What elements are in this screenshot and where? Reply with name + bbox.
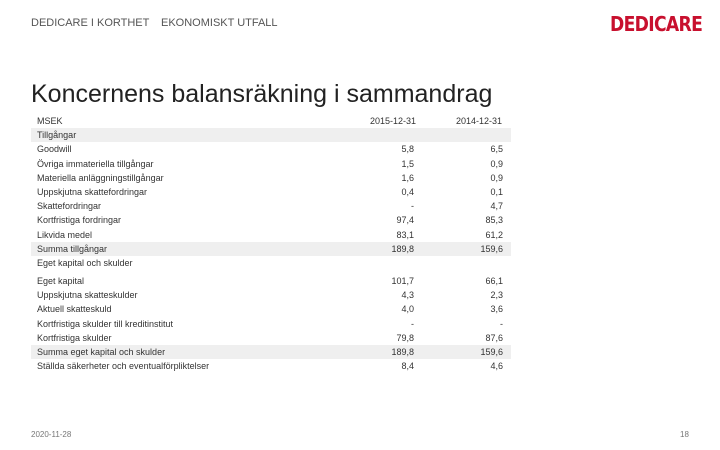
- row-label: Kortfristiga skulder till kreditinstitut: [37, 318, 174, 329]
- table-row: [31, 359, 511, 373]
- row-label: Likvida medel: [37, 229, 93, 240]
- column-header-2014: 2014-12-31: [455, 116, 502, 126]
- table-row: [31, 242, 511, 256]
- value-2014: 3,6: [490, 304, 503, 315]
- table-row: [31, 317, 511, 331]
- value-2014: 4,7: [490, 201, 503, 212]
- row-label: Eget kapital och skulder: [37, 257, 133, 268]
- column-header-msek: MSEK: [37, 116, 63, 126]
- value-2015: -: [411, 318, 414, 329]
- table-row: [31, 157, 511, 171]
- value-2015: 101,7: [391, 276, 414, 287]
- value-2014: 87,6: [485, 332, 503, 343]
- row-label: Kortfristiga skulder: [37, 332, 112, 343]
- value-2014: -: [500, 318, 503, 329]
- header-section: EKONOMISKT UTFALL: [161, 17, 278, 29]
- value-2015: 1,5: [401, 158, 414, 169]
- table-row: [31, 213, 511, 227]
- value-2014: 159,6: [480, 243, 503, 254]
- value-2014: 85,3: [485, 215, 503, 226]
- row-label: Uppskjutna skatteskulder: [37, 290, 138, 301]
- value-2015: 5,8: [401, 144, 414, 155]
- table-row: [31, 274, 511, 288]
- page-number: 18: [680, 430, 689, 439]
- table-row: [31, 302, 511, 316]
- value-2014: 0,9: [490, 172, 503, 183]
- value-2015: 4,0: [401, 304, 414, 315]
- footer-date: 2020-11-28: [31, 430, 72, 439]
- value-2014: 0,1: [490, 186, 503, 197]
- row-label: Eget kapital: [37, 276, 85, 287]
- table-row: [31, 128, 511, 142]
- table-row: [31, 228, 511, 242]
- value-2015: -: [411, 201, 414, 212]
- row-label: Goodwill: [37, 144, 72, 155]
- balance-sheet-table: [31, 114, 511, 373]
- page-title: Koncernens balansräkning i sammandrag: [31, 80, 493, 108]
- row-label: Ställda säkerheter och eventualförpliktelser: [37, 361, 210, 372]
- header-breadcrumb: DEDICARE I KORTHET: [31, 17, 150, 29]
- value-2014: 4,6: [490, 361, 503, 372]
- table-row: [31, 331, 511, 345]
- row-label: Aktuell skatteskuld: [37, 304, 112, 315]
- value-2015: 189,8: [391, 243, 414, 254]
- table-row: [31, 199, 511, 213]
- dedicare-logo: DEDICARE: [610, 12, 703, 36]
- value-2014: 0,9: [490, 158, 503, 169]
- value-2014: 66,1: [485, 276, 503, 287]
- row-label: Kortfristiga fordringar: [37, 215, 122, 226]
- value-2015: 189,8: [391, 347, 414, 357]
- value-2014: 6,5: [490, 144, 503, 155]
- column-header-2015: 2015-12-31: [369, 116, 416, 126]
- table-row: [31, 171, 511, 185]
- table-row: [31, 256, 511, 270]
- row-label: Summa eget kapital och skulder: [37, 347, 166, 357]
- row-label: Materiella anläggningstillgångar: [37, 172, 164, 183]
- row-label: Tillgångar: [37, 130, 77, 141]
- row-label: Övriga immateriella tillgångar: [37, 158, 154, 169]
- value-2015: 8,4: [401, 361, 414, 372]
- value-2015: 83,1: [396, 229, 414, 240]
- value-2015: 1,6: [401, 172, 414, 183]
- value-2014: 159,6: [480, 347, 503, 357]
- value-2015: 0,4: [401, 186, 414, 197]
- table-row: [31, 345, 511, 359]
- value-2015: 79,8: [396, 332, 414, 343]
- value-2014: 2,3: [490, 290, 503, 301]
- table-row: [31, 288, 511, 302]
- row-label: Uppskjutna skattefordringar: [37, 186, 148, 197]
- table-row: [31, 142, 511, 156]
- value-2014: 61,2: [485, 229, 503, 240]
- row-label: Skattefordringar: [37, 201, 102, 212]
- value-2015: 4,3: [401, 290, 414, 301]
- table-row: [31, 185, 511, 199]
- row-label: Summa tillgångar: [37, 243, 108, 254]
- value-2015: 97,4: [396, 215, 414, 226]
- table-header-row: [31, 114, 511, 128]
